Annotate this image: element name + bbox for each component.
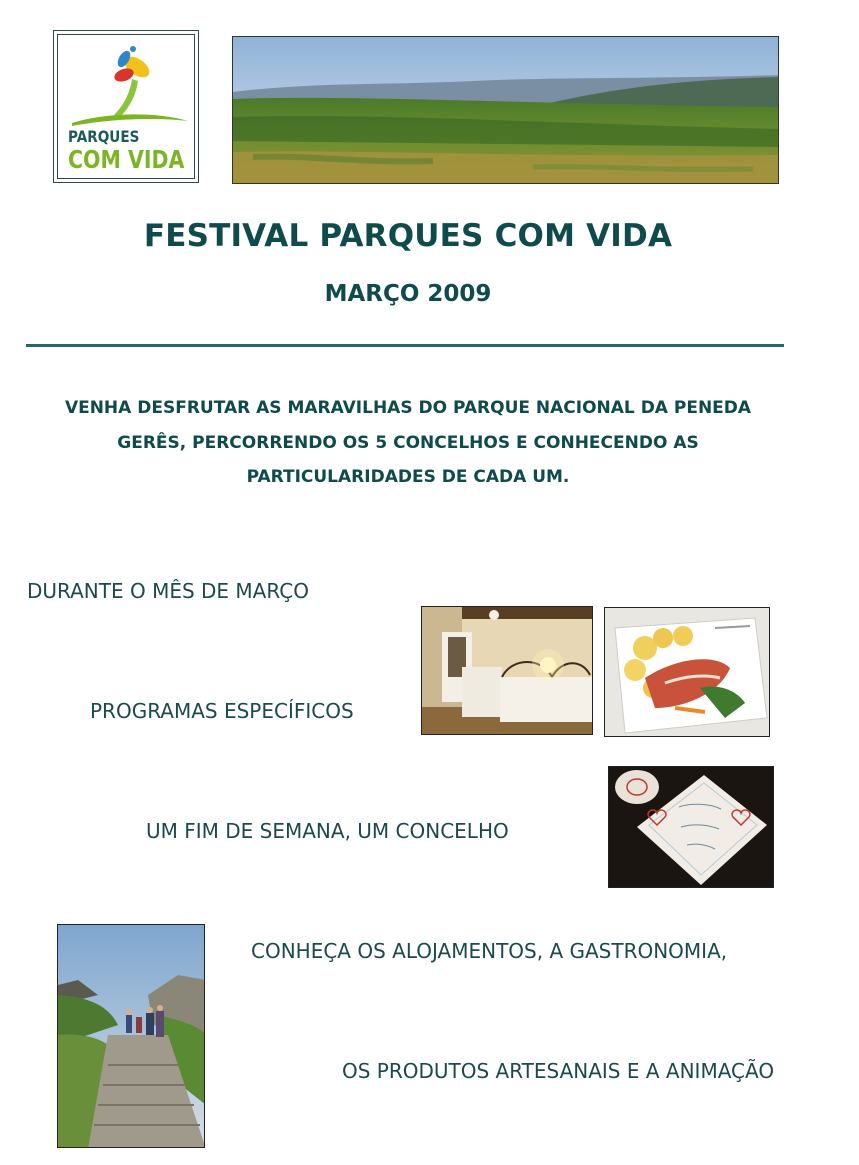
body-line-programas: PROGRAMAS ESPECÍFICOS: [90, 699, 354, 723]
parques-com-vida-logo: [53, 30, 199, 183]
intro-paragraph: [30, 391, 786, 495]
logo-text-parques: PARQUES: [68, 127, 140, 146]
intro-line: PARTICULARIDADES DE CADA UM.: [246, 467, 570, 487]
bedroom-photo: [421, 606, 593, 735]
logo-text-com-vida: COM VIDA: [68, 145, 185, 174]
body-line-artesanais: OS PRODUTOS ARTESANAIS E A ANIMAÇÃO: [342, 1059, 775, 1083]
intro-line: GERÊS, PERCORRENDO OS 5 CONCELHOS E CONHECENDO AS: [117, 432, 699, 453]
food-dish-photo: [604, 607, 770, 737]
intro-line: VENHA DESFRUTAR AS MARAVILHAS DO PARQUE NACIONAL DA PENEDA: [64, 398, 752, 418]
body-line-durante: DURANTE O MÊS DE MARÇO: [27, 579, 309, 603]
body-line-alojamentos: CONHEÇA OS ALOJAMENTOS, A GASTRONOMIA,: [251, 939, 728, 963]
divider-rule: [26, 344, 784, 347]
page-title: FESTIVAL PARQUES COM VIDA: [143, 218, 673, 254]
hiking-trail-photo: [57, 924, 205, 1148]
body-line-fim-de-semana: UM FIM DE SEMANA, UM CONCELHO: [146, 819, 509, 843]
page-subtitle: MARÇO 2009: [324, 281, 492, 307]
landscape-banner-image: [232, 36, 779, 184]
embroidered-napkin-photo: [608, 766, 774, 888]
